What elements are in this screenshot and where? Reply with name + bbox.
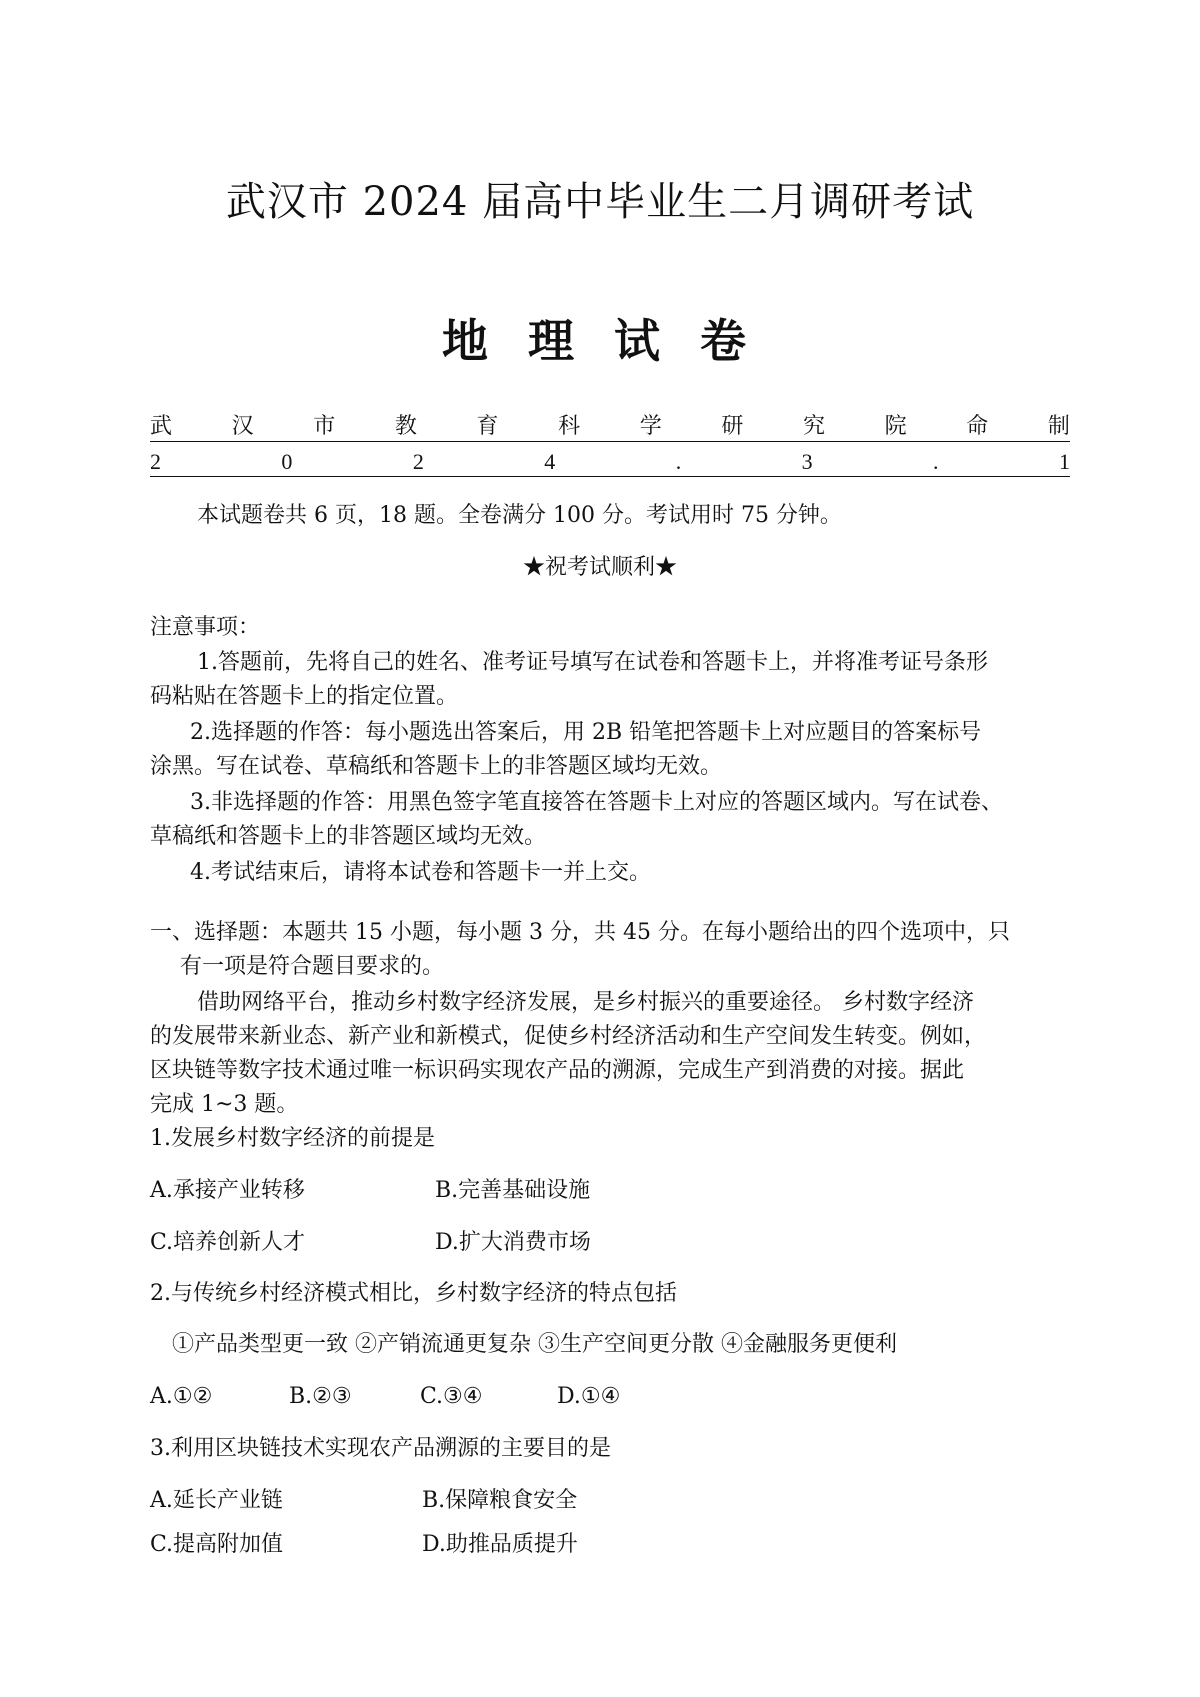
section-heading-line-1: 一、选择题：本题共 15 小题，每小题 3 分，共 45 分。在每小题给出的四个选项中，只 (150, 920, 1010, 945)
issuer-char: 命 (966, 414, 989, 439)
q1-option-b: B.完善基础设施 (435, 1178, 591, 1203)
q1-option-a: A.承接产业转移 (150, 1178, 305, 1203)
date-line (150, 448, 1070, 477)
blessing: ★祝考试顺利★ (522, 555, 677, 580)
question-2-stem: 2.与传统乡村经济模式相比，乡村数字经济的特点包括 (150, 1281, 677, 1306)
q3-option-d: D.助推品质提升 (422, 1532, 578, 1557)
issuer-char: 育 (476, 414, 499, 439)
issuer-char: 究 (803, 414, 826, 439)
passage-line-2: 的发展带来新业态、新产业和新模式，促使乡村经济活动和生产空间发生转变。例如， (150, 1024, 987, 1049)
note-2-line-2: 涂黑。写在试卷、草稿纸和答题卡上的非答题区域均无效。 (150, 754, 723, 779)
q3-option-c: C.提高附加值 (150, 1532, 284, 1557)
exam-summary: 本试题卷共 6 页，18 题。全卷满分 100 分。考试用时 75 分钟。 (197, 503, 842, 528)
q2-option-a: A.①② (150, 1384, 213, 1409)
issuer-char: 汉 (231, 414, 254, 439)
q2-option-d: D.①④ (557, 1384, 621, 1409)
note-3-line-2: 草稿纸和答题卡上的非答题区域均无效。 (150, 824, 547, 849)
exam-title: 武汉市 2024 届高中毕业生二月调研考试 (225, 179, 975, 225)
issuer-char: 制 (1047, 414, 1070, 439)
passage-line-1: 借助网络平台，推动乡村数字经济发展，是乡村振兴的重要途径。 乡村数字经济 (197, 990, 974, 1015)
question-1-stem: 1.发展乡村数字经济的前提是 (150, 1126, 435, 1151)
issuer-char: 教 (394, 414, 417, 439)
passage-line-3: 区块链等数字技术通过唯一标识码实现农产品的溯源，完成生产到消费的对接。据此 (150, 1058, 965, 1083)
question-3-stem: 3.利用区块链技术实现农产品溯源的主要目的是 (150, 1436, 611, 1461)
date-char: 0 (281, 449, 293, 474)
issuer-char: 院 (884, 414, 907, 439)
date-char: 3 (801, 449, 813, 474)
passage-line-4: 完成 1~3 题。 (150, 1092, 299, 1117)
issuer-char: 市 (313, 414, 336, 439)
q2-option-c: C.③④ (420, 1384, 483, 1409)
issuer-char: 科 (558, 414, 581, 439)
notes-heading: 注意事项： (150, 615, 261, 640)
issuer-char: 武 (150, 414, 173, 439)
note-2-line-1: 2.选择题的作答：每小题选出答案后，用 2B 铅笔把答题卡上对应题目的答案标号 (190, 720, 982, 745)
date-char: 1 (1058, 449, 1070, 474)
date-char: . (933, 449, 939, 474)
date-char: 4 (544, 449, 556, 474)
note-3-line-1: 3.非选择题的作答：用黑色签字笔直接答在答题卡上对应的答题区域内。写在试卷、 (190, 790, 1003, 815)
date-char: 2 (150, 449, 161, 474)
q1-option-c: C.培养创新人才 (150, 1230, 306, 1255)
section-heading-line-2: 有一项是符合题目要求的。 (180, 954, 445, 979)
q1-option-d: D.扩大消费市场 (435, 1230, 591, 1255)
q2-option-b: B.②③ (289, 1384, 352, 1409)
date-char: . (675, 449, 682, 474)
note-1-line-2: 码粘贴在答题卡上的指定位置。 (150, 684, 459, 709)
q3-option-a: A.延长产业链 (150, 1488, 283, 1513)
q3-option-b: B.保障粮食安全 (422, 1488, 578, 1513)
note-4: 4.考试结束后，请将本试卷和答题卡一并上交。 (190, 860, 651, 885)
subject-title: 地 理 试 卷 (441, 314, 759, 368)
issuer-char: 学 (639, 414, 662, 439)
q2-statements: ①产品类型更一致 ②产销流通更复杂 ③生产空间更分散 ④金融服务更便利 (172, 1332, 897, 1357)
note-1-line-1: 1.答题前，先将自己的姓名、准考证号填写在试卷和答题卡上，并将准考证号条形 (197, 650, 988, 675)
date-char: 2 (412, 449, 424, 474)
issuer-char: 研 (721, 414, 744, 439)
issuer-line (150, 413, 1070, 442)
